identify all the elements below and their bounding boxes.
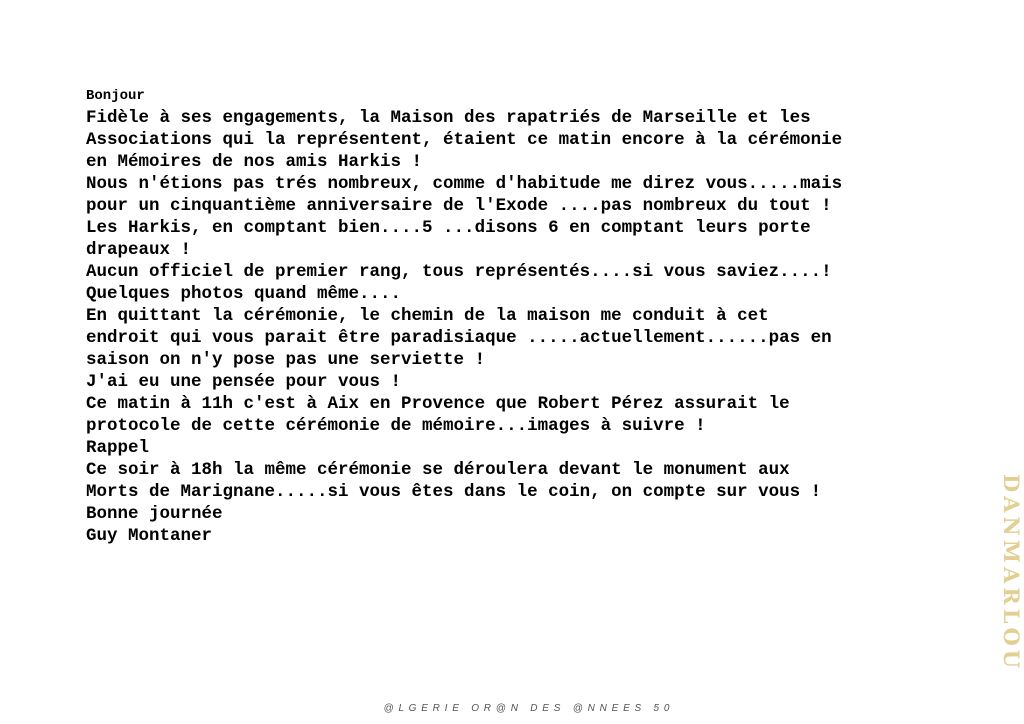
side-watermark: DANMARLOU [999, 474, 1024, 673]
letter-line: Morts de Marignane.....si vous êtes dans le coin, on compte sur vous ! [86, 482, 822, 502]
letter-line: Bonne journée [86, 504, 223, 524]
letter-line: Nous n'étions pas trés nombreux, comme d'habitude me direz vous.....mais [86, 174, 843, 194]
letter-line: En quittant la cérémonie, le chemin de la maison me conduit à cet [86, 306, 769, 326]
letter-signature: Guy Montaner [86, 526, 213, 546]
letter-line: Rappel [86, 438, 150, 458]
letter-line: J'ai eu une pensée pour vous ! [86, 372, 402, 392]
letter-line: Fidèle à ses engagements, la Maison des rapatriés de Marseille et les [86, 108, 811, 128]
letter-line: en Mémoires de nos amis Harkis ! [86, 152, 423, 172]
letter-body [86, 87, 986, 547]
letter-line: Ce matin à 11h c'est à Aix en Provence que Robert Pérez assurait le [86, 394, 790, 414]
letter-line: Aucun officiel de premier rang, tous représentés....si vous saviez....! [86, 262, 832, 282]
footer-caption: @ L G E R I E O R @ N D E S @ N N E E S 5 0 [383, 703, 671, 714]
letter-line: Associations qui la représentent, étaient ce matin encore à la cérémonie [86, 130, 843, 150]
letter-line: drapeaux ! [86, 240, 192, 260]
letter-line: pour un cinquantième anniversaire de l'Exode ....pas nombreux du tout ! [86, 196, 832, 216]
letter-line: protocole de cette cérémonie de mémoire...images à suivre ! [86, 416, 706, 436]
letter-line: saison on n'y pose pas une serviette ! [86, 350, 486, 370]
letter-line: endroit qui vous parait être paradisiaque .....actuellement......pas en [86, 328, 832, 348]
letter-line: Ce soir à 18h la même cérémonie se déroulera devant le monument aux [86, 460, 790, 480]
letter-greeting: Bonjour [86, 88, 145, 104]
letter-line: Les Harkis, en comptant bien....5 ...disons 6 en comptant leurs porte [86, 218, 811, 238]
letter-line: Quelques photos quand même.... [86, 284, 402, 304]
